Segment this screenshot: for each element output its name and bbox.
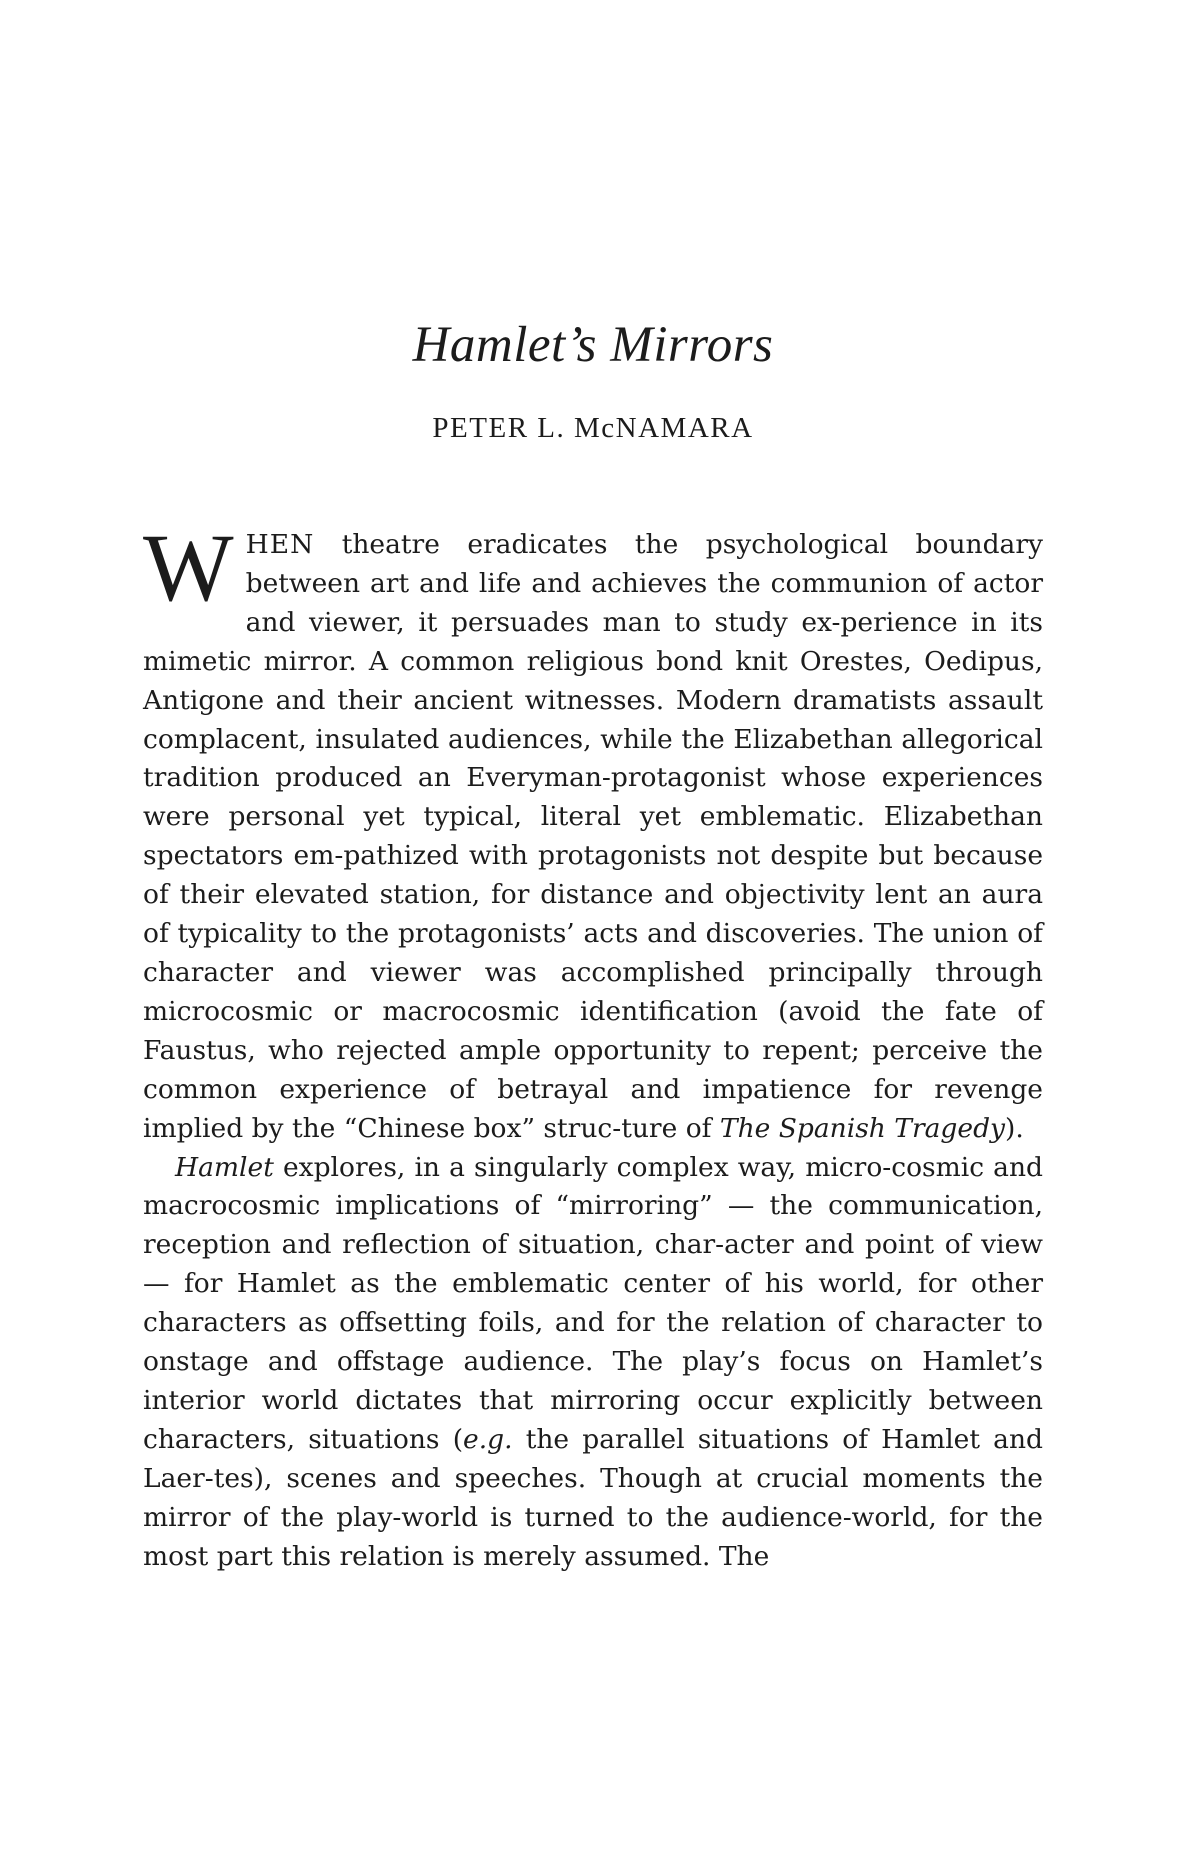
article-title: Hamlet’s Mirrors [412,317,774,373]
article-author: PETER L. McNAMARA [432,412,754,444]
article-body [143,514,1043,1576]
paragraph-2-text-a: explores, in a singularly complex way, micro-cosmic and macrocosmic implications of “mirroring” — the communication, reception and reflection of situation, char-acter and point of view — for Hamlet as the emblematic center of his world, for other characters as offsetting foils, and for the relation of character to onstage and offstage audience. The play’s focus on Hamlet’s interior world dictates that mirroring occur explicitly between characters, situations ( [143,1151,1043,1455]
paragraph-2 [143,1149,1043,1577]
paragraph-1-text-b: ). [1005,1112,1024,1144]
italic-title-spanish-tragedy: The Spanish Tragedy [719,1112,1006,1144]
paragraph-1 [143,514,1043,1149]
italic-lead-hamlet: Hamlet [175,1151,274,1183]
first-word-rest: HEN [245,529,315,560]
drop-cap: W [143,514,234,621]
paragraph-1-text-a: theatre eradicates the psychological boundary between art and life and achieves the communion of actor and viewer, it persuades man to study ex-perience in its mimetic mirror. A common religious bond knit Orestes, Oedipus, Antigone and their ancient witnesses. Modern dramatists assault complacent, insulated audiences, while the Elizabethan allegorical tradition produced an Everyman-protagonist whose experiences were personal yet typical, literal yet emblematic. Elizabethan spectators em-pathized with protagonists not despite but because of their elevated station, for distance and objectivity lent an aura of typicality to the protagonists’ acts and discoveries. The union of character and viewer was accomplished principally through microcosmic or macrocosmic identification (avoid the fate of Faustus, who rejected ample opportunity to repent; perceive the common experience of betrayal and impatience for revenge implied by the “Chinese box” struc-ture of [143,529,1043,1144]
paragraph-2-text-b: the parallel situations of Hamlet and Laer-tes), scenes and speeches. Though at crucial moments the mirror of the play-world is turned to the audience-world, for the most part this relation is merely assumed. The [143,1423,1043,1572]
italic-eg: e.g. [463,1423,513,1455]
